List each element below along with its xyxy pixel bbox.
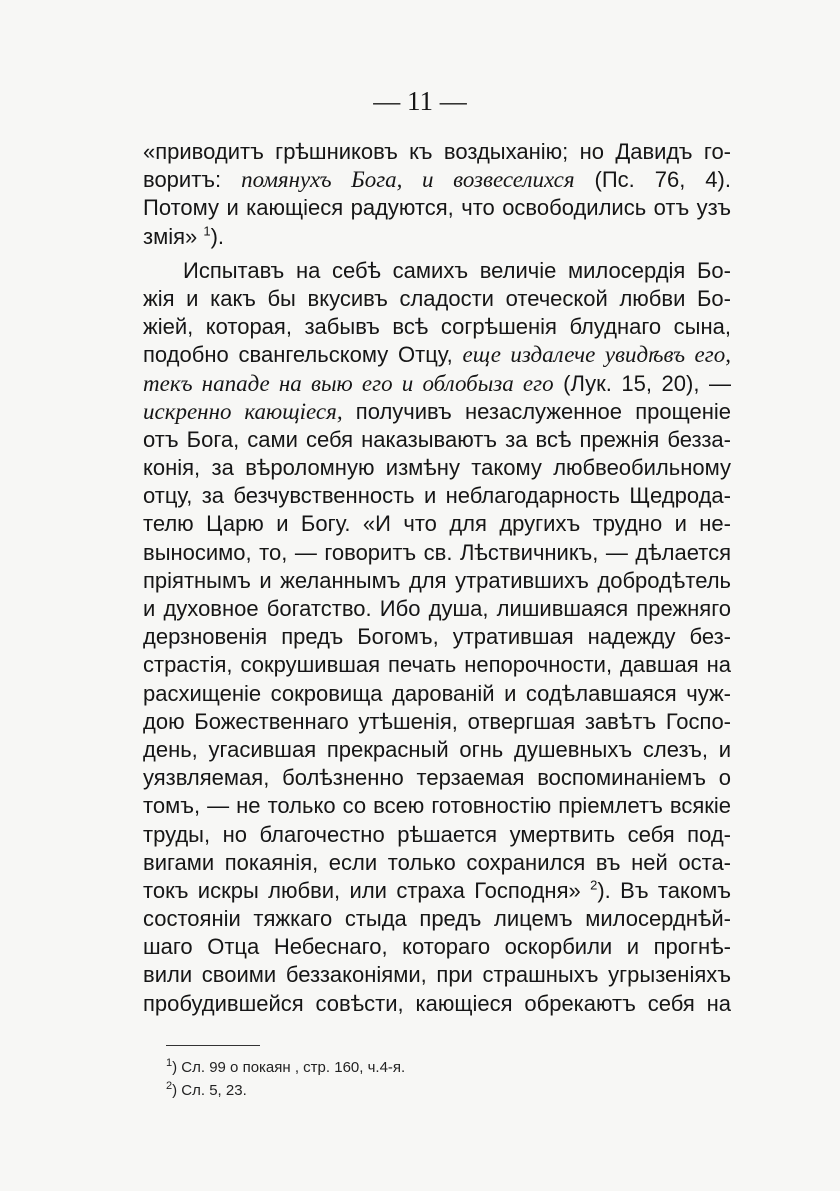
text-line (143, 166, 731, 194)
text-line: жіей, которая, забывъ всѣ согрѣшенія блуднаго сына, (143, 314, 731, 340)
quote-italic: помянухъ Бога, и возвеселихся (241, 167, 575, 193)
footnote-text: ) Сл. 99 о покаян , стр. 160, ч.4-я. (172, 1059, 406, 1076)
text-line (143, 341, 731, 369)
footnote (166, 1079, 405, 1102)
footnotes (166, 1056, 405, 1102)
text-line: вили своими беззаконіями, при страшныхъ угрызеніяхъ (143, 962, 731, 988)
footnote-divider (166, 1045, 260, 1046)
text-segment: ). Въ такомъ (597, 877, 731, 903)
text-segment: воритъ: (143, 167, 242, 193)
text-line: пріятнымъ и желаннымъ для утратившихъ добродѣтель (143, 567, 731, 593)
text-segment: токъ искры любви, или страха Господня» (143, 877, 581, 903)
text-line: конія, за вѣроломную измѣну такому любвеобильному (143, 455, 731, 481)
text-line: шаго Отца Небеснаго, котораго оскорбили и прогнѣ- (143, 934, 731, 960)
footnote-text: ) Сл. 5, 23. (172, 1082, 247, 1099)
text-line: состояніи тяжкаго стыда предъ лицемъ милосерднѣй- (143, 906, 731, 932)
text-line (143, 877, 731, 905)
text-segment: ). (210, 223, 225, 249)
main-text (143, 138, 731, 1018)
quote-italic: еще издалече увидѣвъ его, (462, 342, 731, 368)
text-line: дою Божественнаго утѣшенія, отвергшая завѣтъ Госпо- (143, 708, 731, 734)
footnote-number: 1 (166, 1057, 173, 1069)
text-line: выносимо, то, — говоритъ св. Лѣствичникъ, — дѣлается (143, 539, 731, 565)
text-line (143, 370, 731, 398)
text-line (143, 398, 731, 426)
text-segment: (Лук. 15, 20), — (553, 370, 731, 396)
footnote-number: 2 (166, 1080, 173, 1092)
emphasis-italic: искренно кающіеся, (143, 398, 343, 424)
text-line: томъ, — не только со всею готовностію пріемлетъ всякіе (143, 793, 731, 819)
footnote-ref: 1 (203, 223, 211, 239)
text-line: отцу, за безчувственность и неблагодарность Щедрода- (143, 483, 731, 509)
text-line: уязвляемая, болѣзненно терзаемая воспоминаніемъ о (143, 765, 731, 791)
text-line: Потому и кающіеся радуются, что освободились отъ узъ (143, 195, 731, 221)
text-segment: (Пс. 76, 4). (574, 167, 731, 193)
text-line: день, угасившая прекрасный огнь душевныхъ слезъ, и (143, 736, 731, 762)
quote-italic: текъ нападе на выю его и облобыза его (143, 370, 554, 396)
text-line: «приводитъ грѣшниковъ къ воздыханію; но Давидъ го- (143, 139, 731, 164)
footnote (166, 1056, 405, 1079)
footnote-ref: 2 (590, 877, 598, 893)
text-line: расхищеніе сокровища дарованій и содѣлавшаяся чуж- (143, 680, 731, 706)
text-line: и духовное богатство. Ибо душа, лишившаяся прежняго (143, 596, 731, 621)
text-line: труды, но благочестно рѣшается умертвить себя под- (143, 821, 731, 847)
text-line (143, 223, 731, 251)
text-line: вигами покаянія, если только сохранился въ ней оста- (143, 849, 731, 875)
page-number: — 11 — (373, 86, 467, 116)
text-line: телю Царю и Богу. «И что для другихъ трудно и не- (143, 511, 731, 537)
text-line: жія и какъ бы вкусивъ сладости отеческой любви Бо- (143, 285, 731, 311)
text-line: дерзновенія предъ Богомъ, утратившая надежду без- (143, 624, 731, 650)
text-line: страстія, сокрушившая печать непорочности, давшая на (143, 652, 731, 678)
text-segment: подобно свангельскому Отцу, (143, 342, 463, 368)
text-segment: змія» (143, 223, 198, 249)
text-line: Испытавъ на себѣ самихъ величіе милосердія Бо- (183, 257, 731, 283)
text-line: пробудившейся совѣсти, кающіеся обрекаютъ себя на (143, 990, 731, 1016)
text-segment: получивъ незаслуженное прощеніе (342, 398, 731, 424)
text-line: отъ Бога, сами себя наказываютъ за всѣ прежнія безза- (143, 426, 731, 452)
